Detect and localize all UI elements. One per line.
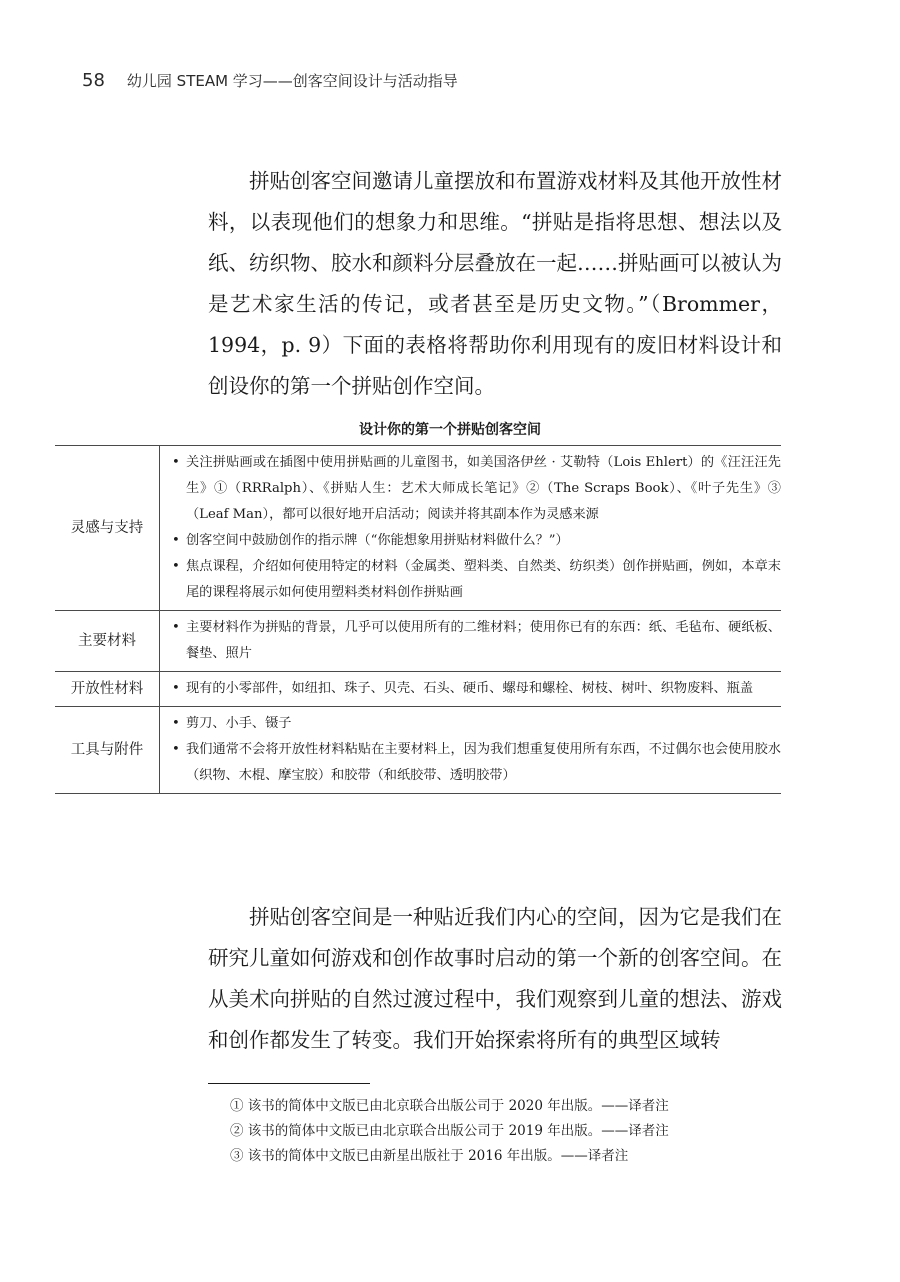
row-label: 工具与附件 xyxy=(55,707,160,794)
bullet-item: • 焦点课程，介绍如何使用特定的材料（金属类、塑料类、自然类、纺织类）创作拼贴画，例如，本章末尾的课程将展示如何使用塑料类材料创作拼贴画 xyxy=(170,554,781,606)
body-paragraph-1: 拼贴创客空间邀请儿童摆放和布置游戏材料及其他开放性材料，以表现他们的想象力和思维。“拼贴是指将思想、想法以及纸、纺织物、胶水和颜料分层叠放在一起……拼贴画可以被认为是艺术家生活的传记，或者甚至是历史文物。”（Brommer，1994，p. 9）下面的表格将帮助你利用现有的废旧材料设计和创设你的第一个拼贴创作空间。 xyxy=(208,169,782,398)
row-content xyxy=(160,707,782,794)
bullet-item: • 关注拼贴画或在插图中使用拼贴画的儿童图书，如美国洛伊丝 · 艾勒特（Lois Ehlert）的《汪汪汪先生》①（RRRalph）、《拼贴人生：艺术大师成长笔记》②（The Scraps Book）、《叶子先生》③（Leaf Man），都可以很好地开启活动；阅读并将其副本作为灵感来源 xyxy=(170,450,781,528)
row-label: 主要材料 xyxy=(55,611,160,672)
bullet-list xyxy=(170,450,781,606)
table-title: 设计你的第一个拼贴创客空间 xyxy=(359,422,541,438)
row-content xyxy=(160,446,782,611)
page-number: 58 xyxy=(82,70,105,91)
bullet-item: • 剪刀、小手、镊子 xyxy=(170,711,781,737)
running-header xyxy=(82,70,458,91)
footnote-3: ③ 该书的简体中文版已由新星出版社于 2016 年出版。——译者注 xyxy=(230,1148,629,1164)
body-paragraph-2: 拼贴创客空间是一种贴近我们内心的空间，因为它是我们在研究儿童如何游戏和创作故事时启动的第一个新的创客空间。在从美术向拼贴的自然过渡过程中，我们观察到儿童的想法、游戏和创作都发生了转变。我们开始探索将所有的典型区域转 xyxy=(208,905,782,1052)
bullet-list xyxy=(170,615,781,667)
bullet-item: • 创客空间中鼓励创作的指示牌（“你能想象用拼贴材料做什么？”） xyxy=(170,528,781,554)
bullet-list xyxy=(170,711,781,789)
bullet-item: • 现有的小零部件，如纽扣、珠子、贝壳、石头、硬币、螺母和螺栓、树枝、树叶、织物废料、瓶盖 xyxy=(170,676,781,702)
table-row xyxy=(55,446,781,611)
bullet-list xyxy=(170,676,781,702)
footnotes xyxy=(230,1094,669,1169)
bullet-item: • 我们通常不会将开放性材料粘贴在主要材料上，因为我们想重复使用所有东西，不过偶尔也会使用胶水（织物、木棍、摩宝胶）和胶带（和纸胶带、透明胶带） xyxy=(170,737,781,789)
row-content xyxy=(160,611,782,672)
row-content xyxy=(160,672,782,707)
footnote-1: ① 该书的简体中文版已由北京联合出版公司于 2020 年出版。——译者注 xyxy=(230,1098,669,1114)
footnote-2: ② 该书的简体中文版已由北京联合出版公司于 2019 年出版。——译者注 xyxy=(230,1123,669,1139)
table-row xyxy=(55,611,781,672)
design-table xyxy=(55,445,781,794)
table-row xyxy=(55,707,781,794)
footnote-divider xyxy=(208,1083,370,1084)
book-title: 幼儿园 STEAM 学习——创客空间设计与活动指导 xyxy=(126,72,458,90)
row-label: 开放性材料 xyxy=(55,672,160,707)
row-label: 灵感与支持 xyxy=(55,446,160,611)
bullet-item: • 主要材料作为拼贴的背景，几乎可以使用所有的二维材料；使用你已有的东西：纸、毛毡布、硬纸板、餐垫、照片 xyxy=(170,615,781,667)
table-row xyxy=(55,672,781,707)
